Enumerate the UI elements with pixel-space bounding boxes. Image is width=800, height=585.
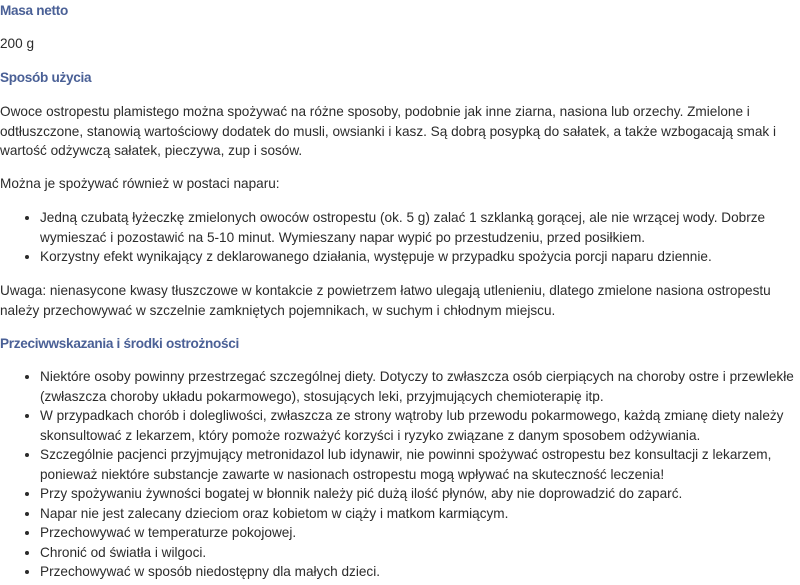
infusion-intro: Można je spożywać również w postaci naparu: xyxy=(0,176,280,191)
list-item: • Napar nie jest zalecany dzieciom oraz kobietom w ciąży i matkom karmiącym. xyxy=(40,504,800,524)
list-item: • Jedną czubatą łyżeczkę zmielonych owoców ostropestu (ok. 5 g) zalać 1 szklanką gorącej, ale nie wrzącej wody. Dobrze wymieszać i pozostawić na 5-10 minut. Wymieszany napar wypić po przestudzeniu, przed posiłkiem. xyxy=(40,208,800,247)
list-item: • Korzystny efekt wynikający z deklarowanego działania, występuje w przypadku spożycia porcji naparu dziennie. xyxy=(40,247,800,267)
net-weight-heading: Masa netto xyxy=(0,3,69,18)
contraindications-list xyxy=(0,367,800,582)
usage-intro: Owoce ostropestu plamistego można spożywać na różne sposoby, podobnie jak inne ziarna, nasiona lub orzechy. Zmielone i odtłuszczone, stanowią wartościowy dodatek do musli, owsianki i kasz. Są dobrą posypką do sałatek, a także wzbogacają smak i wartość odżywczą sałatek, pieczywa, zup i sosów. xyxy=(0,104,776,158)
net-weight-value: 200 g xyxy=(0,36,35,51)
list-item: • Chronić od światła i wilgoci. xyxy=(40,543,800,563)
infusion-list xyxy=(0,208,800,267)
storage-note: Uwaga: nienasycone kwasy tłuszczowe w kontakcie z powietrzem łatwo ulegają utlenieniu, dlatego zmielone nasiona ostropestu należy przechowywać w szczelnie zamkniętych pojemnikach, w suchym i chłodnym miejscu. xyxy=(0,283,771,318)
contraindications-heading: Przeciwwskazania i środki ostrożności xyxy=(0,336,239,351)
list-item: • Przechowywać w sposób niedostępny dla małych dzieci. xyxy=(40,562,800,582)
list-item: • W przypadkach chorób i dolegliwości, zwłaszcza ze strony wątroby lub przewodu pokarmowego, każdą zmianę diety należy skonsultować z lekarzem, który pomoże rozważyć korzyści i ryzyko związane z danym sposobem odżywiania. xyxy=(40,406,800,445)
list-item: • Szczególnie pacjenci przyjmujący metronidazol lub idynawir, nie powinni spożywać ostropestu bez konsultacji z lekarzem, ponieważ niektóre substancje zawarte w nasionach ostropestu mogą wpływać na skuteczność leczenia! xyxy=(40,445,800,484)
list-item: • Przy spożywaniu żywności bogatej w błonnik należy pić dużą ilość płynów, aby nie doprowadzić do zaparć. xyxy=(40,484,800,504)
usage-heading: Sposób użycia xyxy=(0,70,92,85)
list-item: • Niektóre osoby powinny przestrzegać szczególnej diety. Dotyczy to zwłaszcza osób cierpiących na choroby ostre i przewlekłe (zwłaszcza choroby układu pokarmowego), stosujących leki, przyjmujących chemioterapię itp. xyxy=(40,367,800,406)
list-item: • Przechowywać w temperaturze pokojowej. xyxy=(40,523,800,543)
